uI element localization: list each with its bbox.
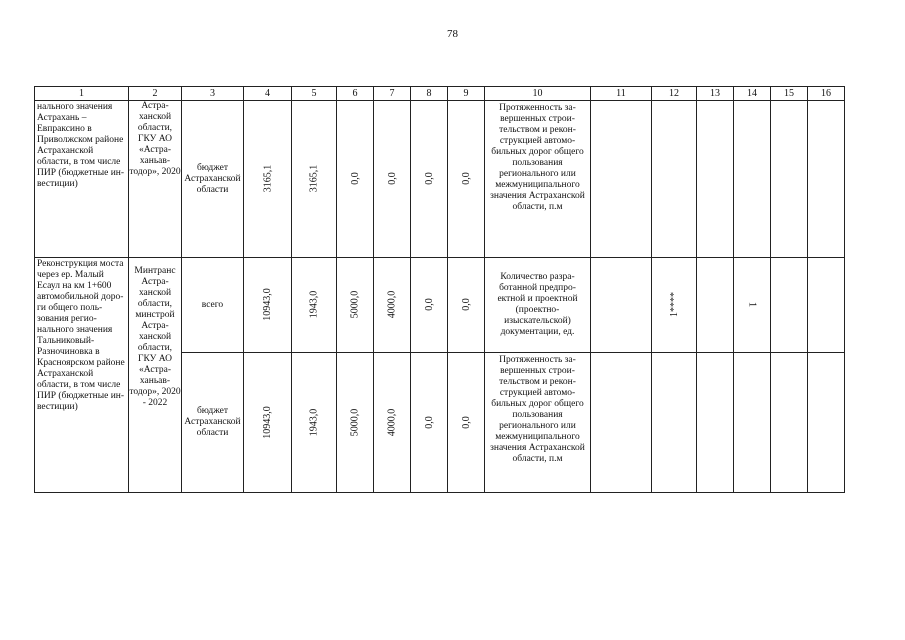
value-cell: [591, 101, 652, 258]
header-cell: 10: [485, 87, 591, 101]
page-number: 78: [447, 28, 458, 40]
funding-source-cell: всего: [182, 258, 244, 353]
value-cell: [652, 353, 697, 493]
object-name-cell: Реконструкция моста через ер. Малый Есаул на км 1+600 автомобильной дороги общего пользования регионального значения Тальниковый-Разночиновка в Красноярском районе Астраханской области, в том числе ПИР (бюджетные инвестиции): [35, 258, 129, 493]
value-cell: [808, 353, 845, 493]
header-cell: 2: [129, 87, 182, 101]
amount-cell: 3165,1: [244, 101, 292, 258]
object-name-cell: нального значения Астрахань – Евпраксино в Приволжском районе Астраханской области, в том числе ПИР (бюджетные инвестиции): [35, 101, 129, 258]
value-cell: [771, 353, 808, 493]
executor-cell: Астраханской области, ГКУ АО «Астраханьавтодор», 2020: [129, 101, 182, 258]
amount-cell: 0,0: [337, 101, 374, 258]
amount-cell: 0,0: [411, 258, 448, 353]
header-cell: 3: [182, 87, 244, 101]
value-cell: 1****: [652, 258, 697, 353]
indicator-cell: Протяженность завершенных строительством и реконструкцией автомобильных дорог общего пользования регионального или межмуниципального значения Астраханской области, п.м: [485, 353, 591, 493]
header-cell: 1: [35, 87, 129, 101]
header-cell: 13: [697, 87, 734, 101]
value-cell: [808, 101, 845, 258]
amount-cell: 4000,0: [374, 258, 411, 353]
header-cell: 15: [771, 87, 808, 101]
value-cell: [652, 101, 697, 258]
value-cell: [734, 353, 771, 493]
header-cell: 7: [374, 87, 411, 101]
amount-cell: 10943,0: [244, 353, 292, 493]
value-cell: [771, 101, 808, 258]
amount-cell: 0,0: [411, 101, 448, 258]
header-row: [35, 87, 845, 101]
amount-cell: 0,0: [448, 101, 485, 258]
amount-cell: 0,0: [374, 101, 411, 258]
table-row: [35, 258, 845, 353]
value-cell: [734, 101, 771, 258]
value-cell: [697, 258, 734, 353]
amount-cell: 5000,0: [337, 258, 374, 353]
amount-cell: 0,0: [448, 258, 485, 353]
header-cell: 12: [652, 87, 697, 101]
header-cell: 5: [292, 87, 337, 101]
value-cell: [697, 353, 734, 493]
value-cell: [808, 258, 845, 353]
indicator-cell: Протяженность завершенных строительством и реконструкцией автомобильных дорог общего пользования регионального или межмуниципального значения Астраханской области, п.м: [485, 101, 591, 258]
program-table: [34, 86, 845, 493]
value-cell: 1: [734, 258, 771, 353]
value-cell: [771, 258, 808, 353]
amount-cell: 4000,0: [374, 353, 411, 493]
header-cell: 4: [244, 87, 292, 101]
header-cell: 9: [448, 87, 485, 101]
amount-cell: 5000,0: [337, 353, 374, 493]
amount-cell: 3165,1: [292, 101, 337, 258]
amount-cell: 1943,0: [292, 353, 337, 493]
value-cell: [591, 353, 652, 493]
amount-cell: 0,0: [411, 353, 448, 493]
header-cell: 14: [734, 87, 771, 101]
table-row: [35, 101, 845, 258]
indicator-cell: Количество разработанной предпроектной и проектной (проектно-изыскательской) документации, ед.: [485, 258, 591, 353]
header-cell: 8: [411, 87, 448, 101]
funding-source-cell: бюджет Астраханской области: [182, 353, 244, 493]
value-cell: [591, 258, 652, 353]
amount-cell: 1943,0: [292, 258, 337, 353]
executor-cell: Минтранс Астраханской области, минстрой Астраханской области, ГКУ АО «Астраханьавтодор», 2020 - 2022: [129, 258, 182, 493]
amount-cell: 10943,0: [244, 258, 292, 353]
header-cell: 16: [808, 87, 845, 101]
header-cell: 11: [591, 87, 652, 101]
header-cell: 6: [337, 87, 374, 101]
value-cell: [697, 101, 734, 258]
amount-cell: 0,0: [448, 353, 485, 493]
funding-source-cell: бюджет Астраханской области: [182, 101, 244, 258]
